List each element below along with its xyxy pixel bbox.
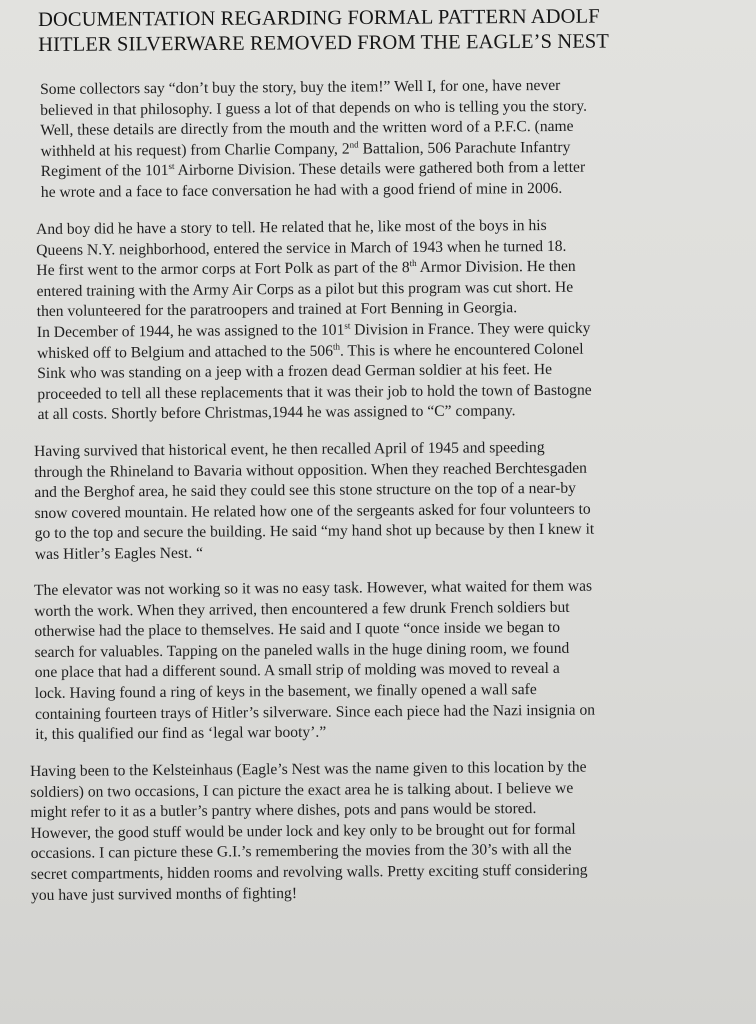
text-segment: might refer to it as a butler’s pantry where dishes, pots and pans would be stored. xyxy=(30,800,537,821)
text-segment: . This is where he encountered Colonel xyxy=(339,339,584,359)
text-segment: Airborne Division. These details were gathered both from a letter xyxy=(174,159,586,180)
text-segment: and the Berghof area, he said they could see this stone structure on the top of a near-by xyxy=(34,479,576,501)
text-segment: entered training with the Army Air Corps as a pilot but this program was cut short. He xyxy=(36,278,574,300)
text-segment: secret compartments, hidden rooms and revolving walls. Pretty exciting stuff considering xyxy=(30,861,588,883)
text-segment: it, this qualified our find as ‘legal war booty’.” xyxy=(35,723,327,744)
text-segment: at all costs. Shortly before Christmas,1944 he was assigned to “C” company. xyxy=(37,402,516,423)
text-segment: And boy did he have a story to tell. He related that he, like most of the boys in his xyxy=(36,216,547,238)
text-segment: worth the work. When they arrived, then encountered a few drunk French soldiers but xyxy=(34,598,570,620)
text-segment: Regiment of the 101 xyxy=(40,162,169,181)
text-segment: containing fourteen trays of Hitler’s silverware. Since each piece had the Nazi insignia on xyxy=(34,701,596,723)
text-segment: was Hitler’s Eagles Nest. “ xyxy=(34,544,204,563)
title-line-2: HITLER SILVERWARE REMOVED FROM THE EAGLE’S NEST xyxy=(38,30,610,56)
superscript: st xyxy=(344,320,351,331)
text-segment: search for valuables. Tapping on the paneled walls in the huge dining room, we found xyxy=(34,639,570,661)
text-segment: The elevator was not working so it was no easy task. However, what waited for them was xyxy=(34,577,593,600)
text-segment: Armor Division. He then xyxy=(416,257,576,276)
text-segment: otherwise had the place to themselves. He said and I quote “once inside we began to xyxy=(34,619,561,641)
superscript: th xyxy=(409,257,417,268)
text-segment: snow covered mountain. He related how one of the sergeants asked for four volunteers to xyxy=(34,499,591,522)
text-segment: withheld at his request) from Charlie Company, 2 xyxy=(40,140,350,160)
superscript: st xyxy=(168,161,175,172)
text-segment: go to the top and secure the building. He said “my hand shot up because by then I knew it xyxy=(34,520,595,542)
superscript: nd xyxy=(349,139,359,150)
text-segment: However, the good stuff would be under lock and key only to be brought out for formal xyxy=(30,820,576,842)
text-line xyxy=(41,177,739,203)
document-body xyxy=(30,76,738,906)
text-segment: proceeded to tell all these replacements that it was their job to hold the town of Bastogne xyxy=(37,380,592,403)
text-segment: occasions. I can picture these G.I.’s remembering the movies from the 30’s with all the xyxy=(30,840,572,863)
text-segment: you have just survived months of fighting! xyxy=(30,884,298,904)
text-segment: Having survived that historical event, he then recalled April of 1945 and speeding xyxy=(34,438,545,460)
text-segment: He first went to the armor corps at Fort Polk as part of the 8 xyxy=(36,258,410,279)
text-segment: Battalion, 506 Parachute Infantry xyxy=(358,138,571,158)
paragraph-2 xyxy=(36,214,740,425)
text-segment: through the Rhineland to Bavaria without opposition. When they reached Berchtesgaden xyxy=(34,458,588,481)
paragraph-5 xyxy=(30,756,739,906)
text-line xyxy=(35,720,739,746)
text-segment: one place that had a different sound. A small strip of molding was moved to reveal a xyxy=(34,660,560,682)
text-segment: In December of 1944, he was assigned to the 101 xyxy=(36,321,345,341)
text-segment: Queens N.Y. neighborhood, entered the service in March of 1943 when he turned 18. xyxy=(36,236,567,259)
text-segment: Well, these details are directly from the mouth and the written word of a P.F.C. (name xyxy=(40,117,574,140)
text-segment: he wrote and a face to face conversation he had with a good friend of mine in 2006. xyxy=(40,179,563,201)
paragraph-1 xyxy=(40,75,739,204)
superscript: th xyxy=(332,340,340,351)
text-segment: whisked off to Belgium and attached to the 506 xyxy=(36,341,334,362)
text-segment: Sink who was standing on a jeep with a frozen dead German soldier at his feet. He xyxy=(37,360,553,382)
title-line-1: DOCUMENTATION REGARDING FORMAL PATTERN ADOLF xyxy=(38,5,600,31)
text-segment: lock. Having found a ring of keys in the basement, we finally opened a wall safe xyxy=(34,681,537,703)
text-segment: soldiers) on two occasions, I can picture the exact area he is talking about. I believe we xyxy=(30,779,574,801)
text-segment: Division in France. They were quicky xyxy=(350,319,591,339)
text-segment: Having been to the Kelsteinhaus (Eagle’s Nest was the name given to this location by the xyxy=(30,758,587,780)
text-segment: Some collectors say “don’t buy the story, buy the item!” Well I, for one, have never xyxy=(40,76,561,98)
text-segment: then volunteered for the paratroopers and trained at Fort Benning in Georgia. xyxy=(36,299,518,320)
paragraph-3 xyxy=(34,436,739,565)
paragraph-4 xyxy=(34,576,739,746)
text-segment: believed in that philosophy. I guess a lot of that depends on who is telling you the story. xyxy=(40,97,588,119)
document-title xyxy=(38,4,738,58)
